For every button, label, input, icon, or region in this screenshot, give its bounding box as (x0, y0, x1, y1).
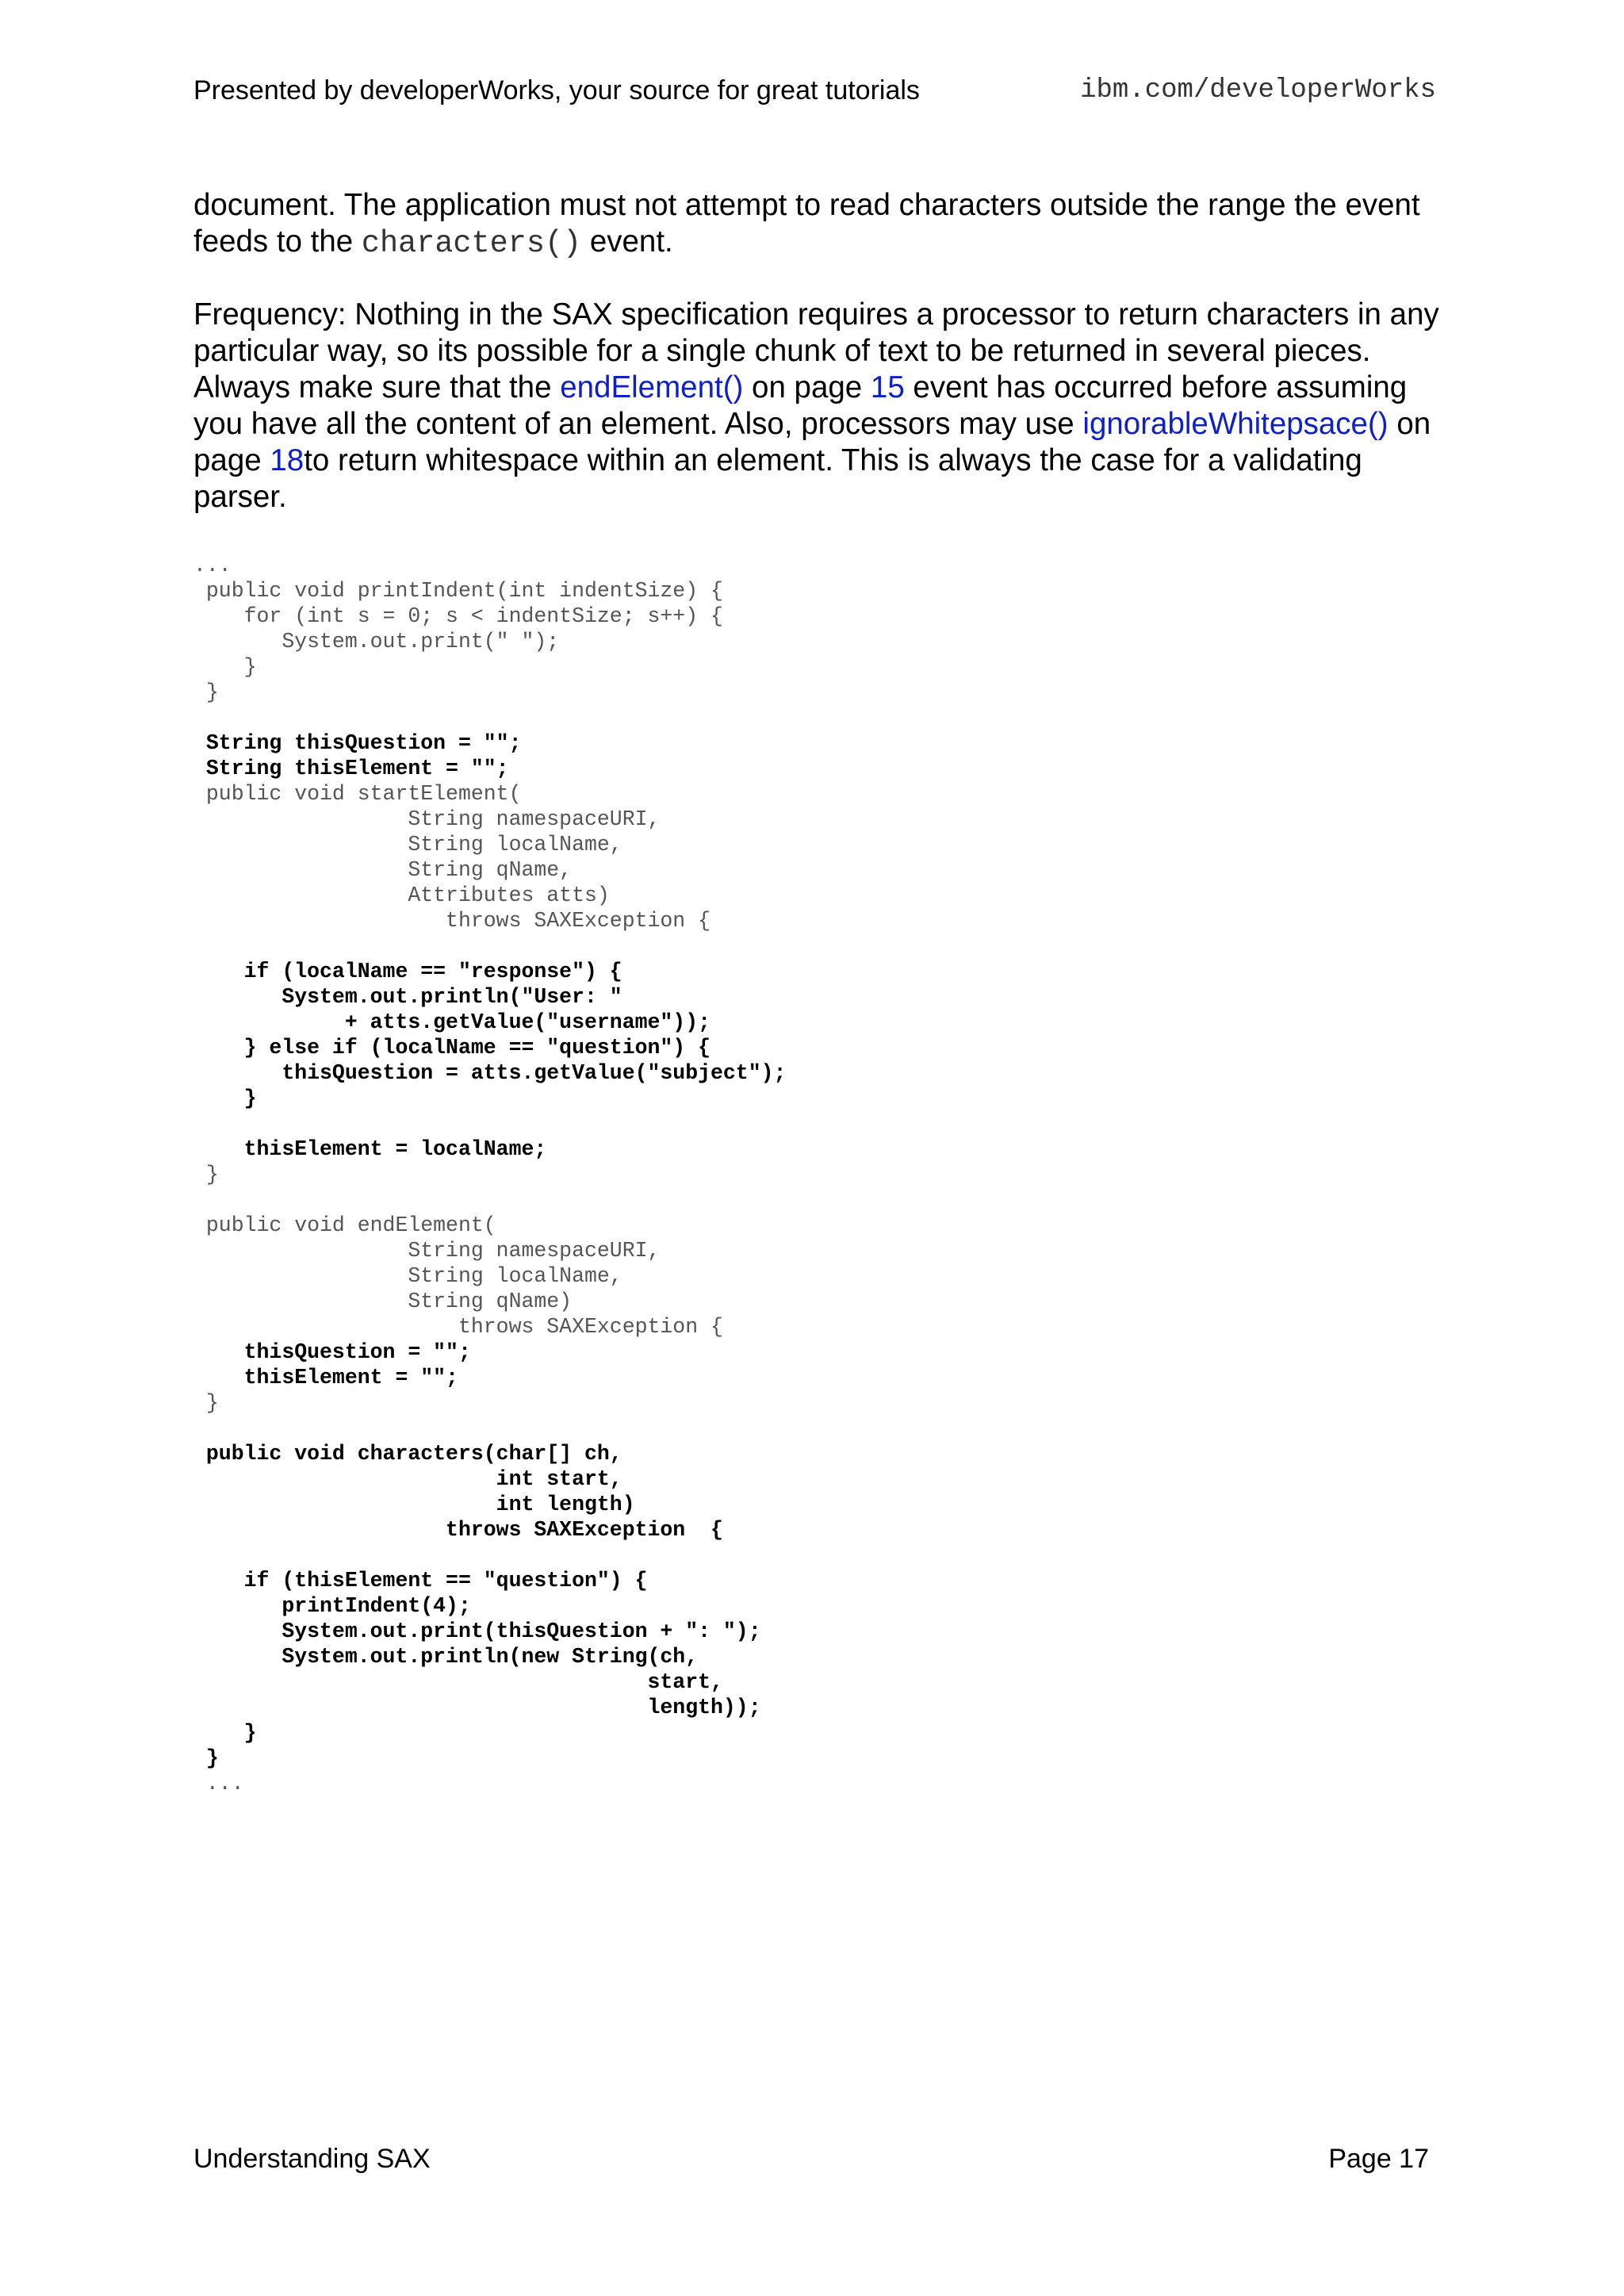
code-line: String thisQuestion = ""; (193, 731, 522, 755)
paragraph-text: Frequency: Nothing in the SAX specification requires a processor to return characters in any particular way, so its possible for a single chunk of text to be returned in several pieces. Always make sure that the (193, 297, 1439, 404)
code-line: String namespaceURI, (193, 1239, 661, 1263)
code-line: } else if (localName == "question") { (193, 1036, 711, 1060)
code-line: ... (193, 1772, 244, 1796)
code-line: } (193, 655, 257, 679)
code-line: } (193, 680, 219, 704)
code-line: public void endElement( (193, 1213, 496, 1237)
link-page-18[interactable]: 18 (270, 443, 304, 477)
footer-page-number: Page 17 (1328, 2144, 1429, 2174)
inline-code-characters: characters() (361, 226, 582, 261)
code-line: System.out.print(thisQuestion + ": "); (193, 1619, 761, 1643)
link-ignorablewhitespace[interactable]: ignorableWhitepsace() (1082, 407, 1388, 441)
header-title: Presented by developerWorks, your source for great tutorials (193, 75, 920, 105)
code-line: thisQuestion = atts.getValue("subject"); (193, 1061, 787, 1085)
code-line: if (localName == "response") { (193, 960, 622, 983)
code-line: } (193, 1087, 257, 1110)
paragraph-range (193, 187, 1446, 262)
code-line: thisElement = ""; (193, 1366, 458, 1389)
code-line: public void startElement( (193, 782, 522, 806)
code-line: throws SAXException { (193, 1518, 723, 1542)
code-line: System.out.println("User: " (193, 985, 622, 1009)
paragraph-text: on page (743, 370, 871, 404)
footer-title: Understanding SAX (193, 2144, 431, 2174)
code-line: String localName, (193, 1264, 622, 1288)
paragraph-frequency (193, 297, 1446, 516)
paragraph-text: event has occurred before assuming you have all the content of an element. Also, processors may use (193, 370, 1408, 441)
code-line: String namespaceURI, (193, 807, 661, 831)
code-line: String qName, (193, 858, 573, 882)
code-line: for (int s = 0; s < indentSize; s++) { (193, 604, 723, 628)
code-line: thisElement = localName; (193, 1137, 547, 1161)
code-line: throws SAXException { (193, 909, 711, 933)
code-line: public void printIndent(int indentSize) { (193, 579, 723, 603)
code-line: } (193, 1721, 257, 1745)
code-line: int length) (193, 1493, 635, 1516)
code-line: } (193, 1746, 219, 1770)
code-line: System.out.println(new String(ch, (193, 1645, 699, 1669)
paragraph-text: document. The application must not attempt to read characters outside the range the event feeds to the (193, 188, 1420, 259)
link-page-15[interactable]: 15 (870, 370, 905, 404)
header-site-url[interactable]: ibm.com/developerWorks (1080, 75, 1436, 105)
link-endelement[interactable]: endElement() (560, 370, 744, 404)
code-line: public void characters(char[] ch, (193, 1442, 622, 1466)
code-listing (193, 553, 786, 1796)
code-line: Attributes atts) (193, 884, 610, 907)
code-line: String qName) (193, 1290, 573, 1313)
code-line: start, (193, 1670, 723, 1694)
code-line: length)); (193, 1696, 761, 1719)
code-line: if (thisElement == "question") { (193, 1569, 648, 1593)
code-line: int start, (193, 1467, 622, 1491)
code-line: throws SAXException { (193, 1315, 723, 1339)
code-line: printIndent(4); (193, 1594, 471, 1618)
code-line: } (193, 1163, 219, 1186)
code-line: thisQuestion = ""; (193, 1340, 471, 1364)
code-line: String thisElement = ""; (193, 757, 509, 780)
paragraph-text: event. (581, 224, 673, 259)
code-line: ... (193, 554, 232, 577)
code-line: System.out.print(" "); (193, 630, 560, 654)
code-line: } (193, 1391, 219, 1415)
code-line: + atts.getValue("username")); (193, 1010, 711, 1034)
code-line: String localName, (193, 833, 622, 857)
paragraph-text: on page (193, 407, 1431, 477)
paragraph-text: to return whitespace within an element. This is always the case for a validating parser. (193, 443, 1362, 514)
